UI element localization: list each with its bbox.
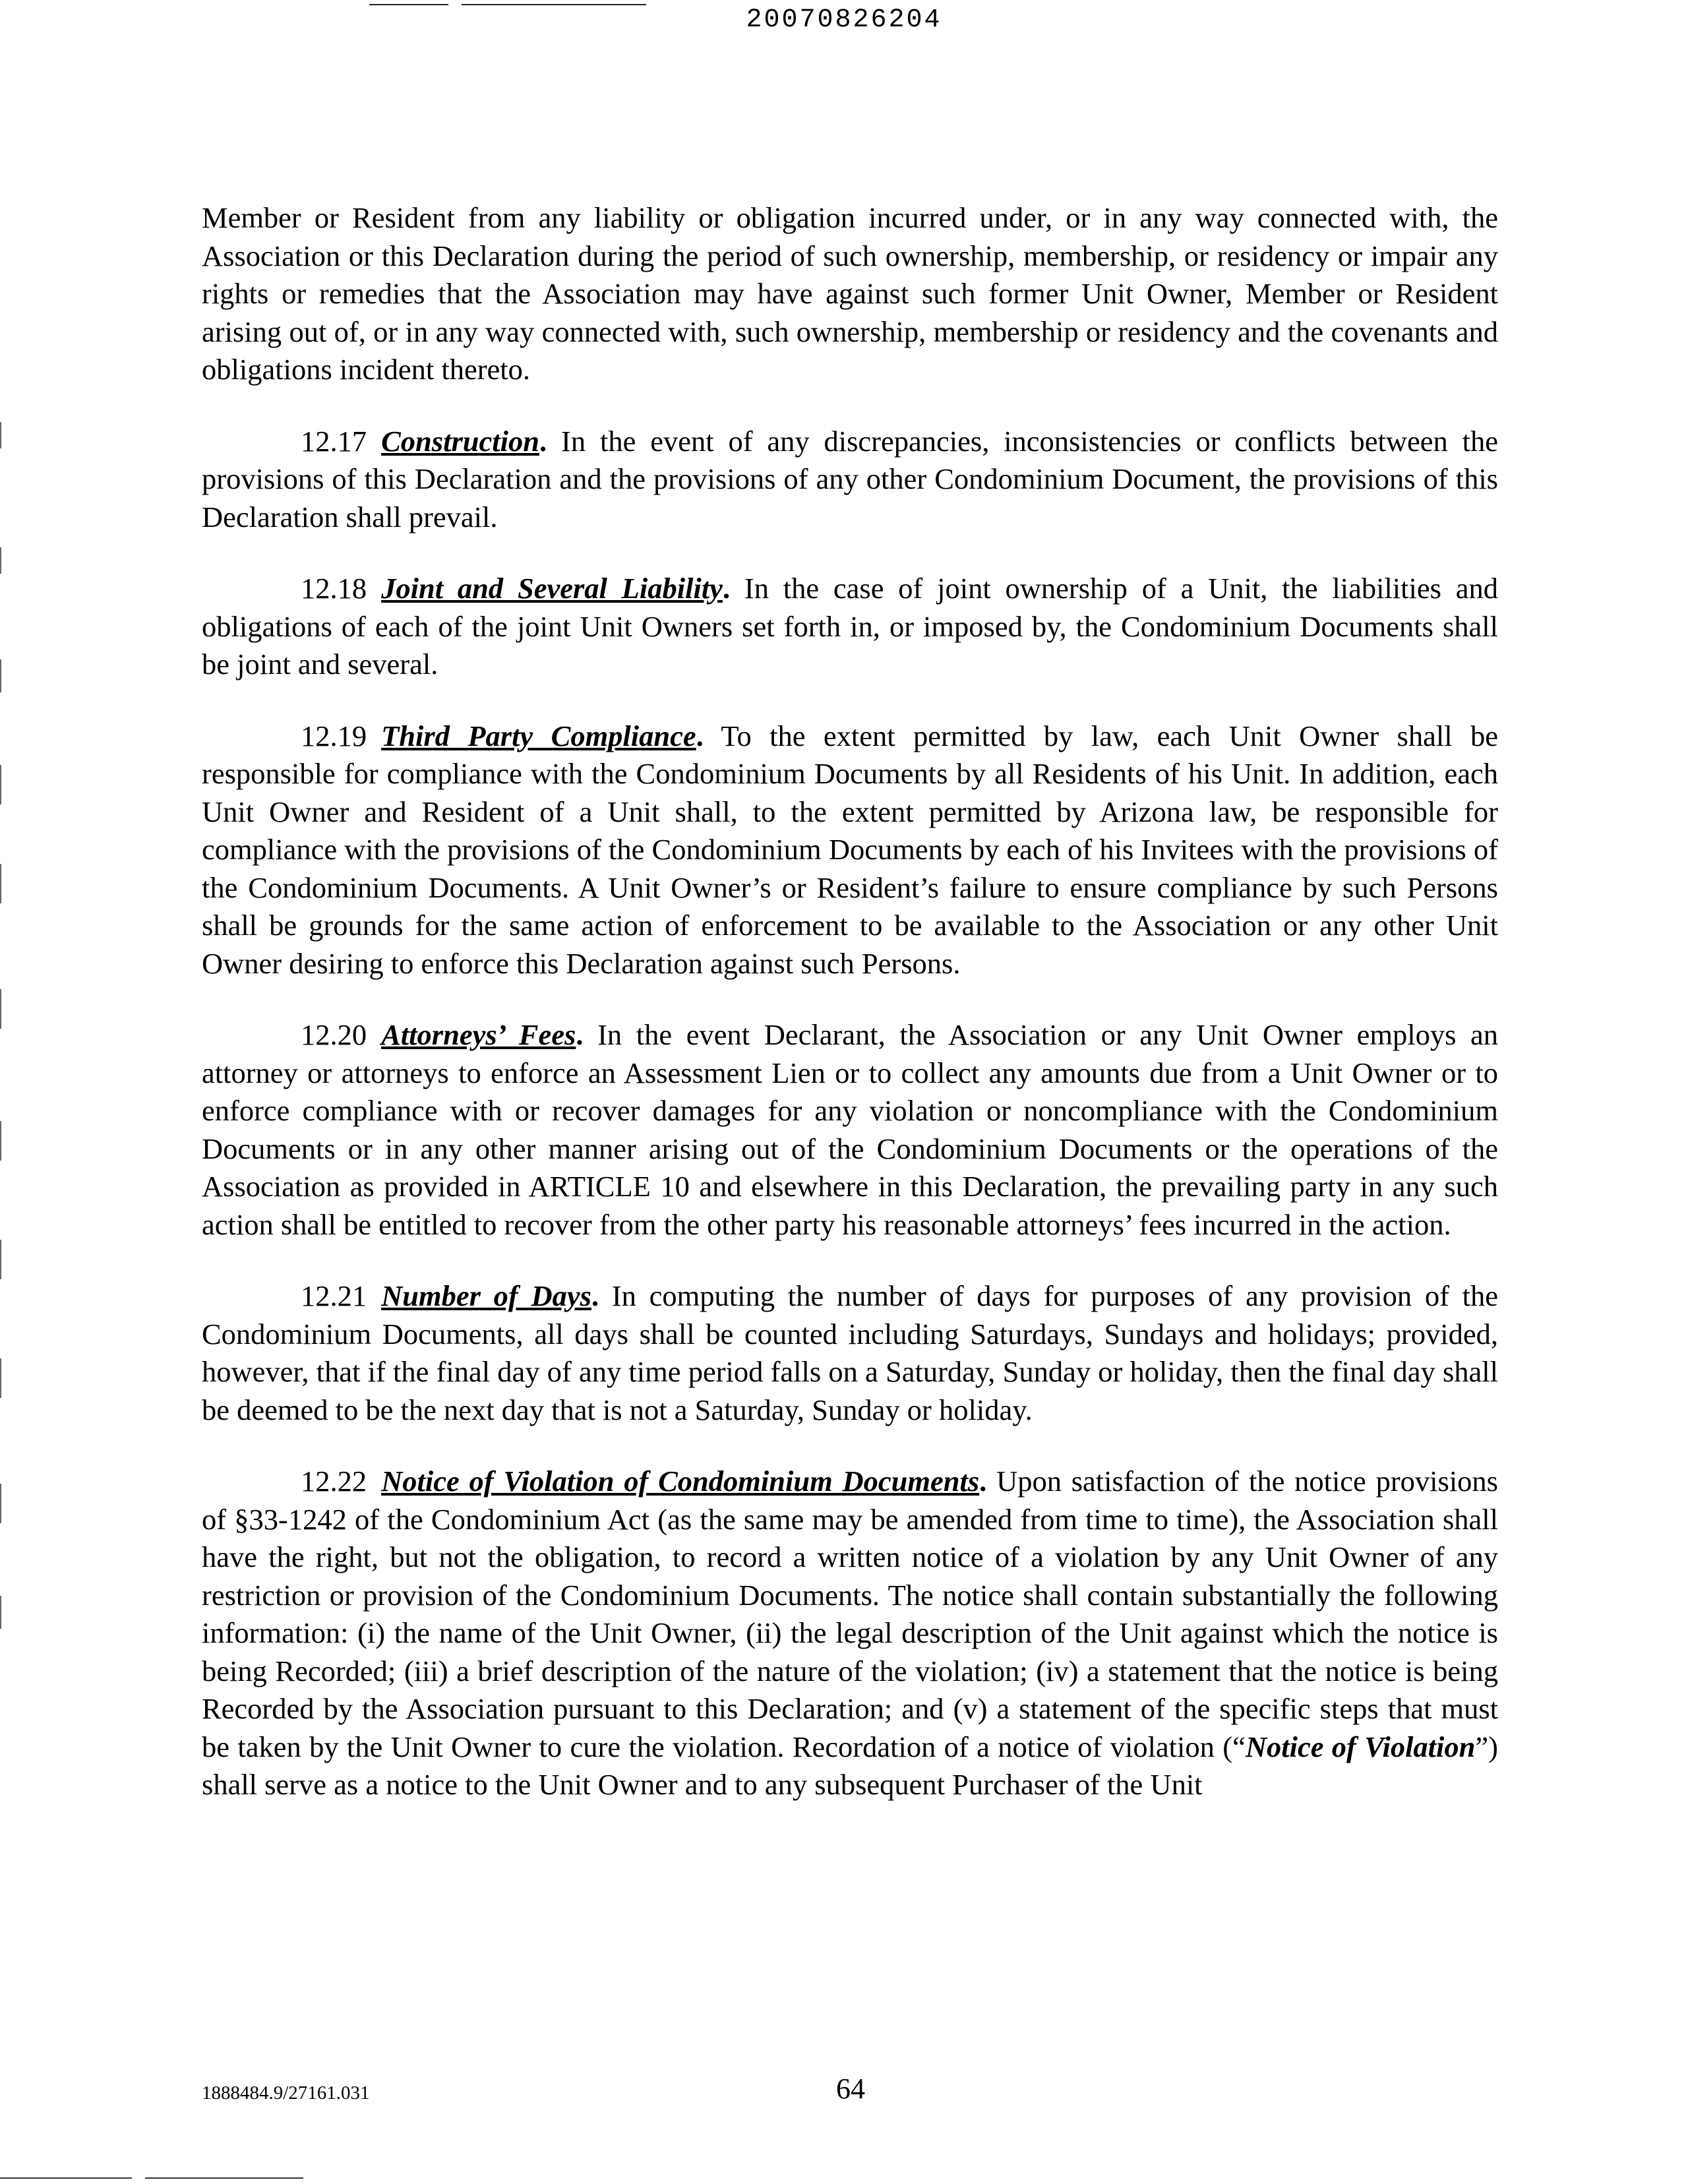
document-number: 20070826204 [746,5,942,35]
section-title: Attorneys’ Fees [381,1018,576,1051]
footer-rule-right [145,2177,303,2179]
section-text: To the extent permitted by law, each Unit Owner shall be responsible for compliance with the Condominium Documents by all Residents of his Unit. In addition, each Unit Owner and Resident of a Unit shall, to the extent permitted by Arizona law, be responsible for compliance with the provisions of the Condominium Documents by each of his Invitees with the provisions of the Condominium Documents. A Unit Owner’s or Resident’s failure to ensure compliance by such Persons shall be grounds for the same action of enforcement to be available to the Association or any other Unit Owner desiring to enforce this Declaration against such Persons. [202,719,1498,980]
margin-mark [0,765,1,804]
section-number: 12.20 [301,1018,367,1051]
title-period: . [591,1279,599,1312]
section-text: In the case of joint ownership of a Unit, the liabilities and obligations of each of the joint Unit Owners set forth in, or imposed by, the Condominium Documents shall be joint and several. [202,572,1499,681]
section-text: In computing the number of days for purposes of any provision of the Condominium Documents, all days shall be counted including Saturdays, Sundays and holidays; provided, however, that if the final day of any time period falls on a Saturday, Sunday or holiday, then the final day shall be deemed to be the next day that is not a Saturday, Sunday or holiday. [202,1279,1499,1426]
section-text: In the event of any discrepancies, inconsistencies or conflicts between the provisions of this Declaration and the provisions of any other Condominium Document, the provisions of this Declaration shall prevail. [202,424,1498,533]
section-number: 12.18 [301,572,367,605]
footer-rule-left [0,2177,132,2179]
section-number: 12.22 [301,1465,367,1498]
section-title: Notice of Violation of Condominium Documents [381,1465,980,1498]
margin-mark [0,864,1,903]
section-title: Third Party Compliance [381,719,696,752]
document-body [202,199,1498,1838]
section-title: Construction [381,424,540,458]
section-number: 12.17 [301,424,367,458]
section-12-22 [202,1463,1498,1804]
margin-mark [0,1484,1,1523]
margin-mark [0,1358,1,1398]
section-title: Joint and Several Liability [381,572,723,605]
margin-mark [0,422,1,448]
section-12-18 [202,570,1498,684]
footer-document-id: 1888484.9/27161.031 [202,2082,370,2104]
section-number: 12.19 [301,719,367,752]
title-period: . [576,1018,584,1051]
continuation-paragraph: Member or Resident from any liability or obligation incurred under, or in any way connected with, the Association or this Declaration during the period of such ownership, membership, or residency or impair any rights or remedies that the Association may have against such former Unit Owner, Member or Resident arising out of, or in any way connected with, such ownership, membership or residency and the covenants and obligations incident thereto. [202,201,1498,386]
section-12-21 [202,1277,1498,1429]
margin-mark [0,547,1,574]
margin-mark [0,1121,1,1161]
defined-term: Notice of Violation [1245,1730,1476,1763]
section-text-after: ”) shall serve as a notice to the Unit Owner and to any subsequent Purchaser of the Unit [202,1730,1498,1801]
page-number: 64 [836,2073,865,2105]
title-period: . [979,1465,987,1498]
margin-mark [0,1596,1,1629]
section-number: 12.21 [301,1279,367,1312]
margin-mark [0,989,1,1029]
title-period: . [696,719,704,752]
margin-mark [0,659,1,692]
section-title: Number of Days [381,1279,591,1312]
section-text: Upon satisfaction of the notice provisions of §33-1242 of the Condominium Act (as the same may be amended from time to time), the Association shall have the right, but not the obligation, to record a written notice of a violation by any Unit Owner of any restriction or provision of the Condominium Documents. The notice shall contain substantially the following information: (i) the name of the Unit Owner, (ii) the legal description of the Unit against which the notice is being Recorded; (iii) a brief description of the nature of the violation; (iv) a statement that the notice is being Recorded by the Association pursuant to this Declaration; and (v) a statement of the specific steps that must be taken by the Unit Owner to cure the violation. Recordation of a notice of violation (“ [202,1465,1498,1763]
section-12-17 [202,423,1498,537]
section-12-19 [202,717,1498,983]
title-period: . [539,424,547,458]
section-12-20 [202,1016,1498,1244]
section-text: In the event Declarant, the Association or any Unit Owner employs an attorney or attorneys to enforce an Assessment Lien or to collect any amounts due from a Unit Owner or to enforce compliance with or recover damages for any violation or noncompliance with the Condominium Documents or in any other manner arising out of the Condominium Documents or the operations of the Association as provided in ARTICLE 10 and elsewhere in this Declaration, the prevailing party in any such action shall be entitled to recover from the other party his reasonable attorneys’ fees incurred in the action. [202,1018,1499,1241]
margin-mark [0,1240,1,1279]
title-period: . [722,572,731,605]
